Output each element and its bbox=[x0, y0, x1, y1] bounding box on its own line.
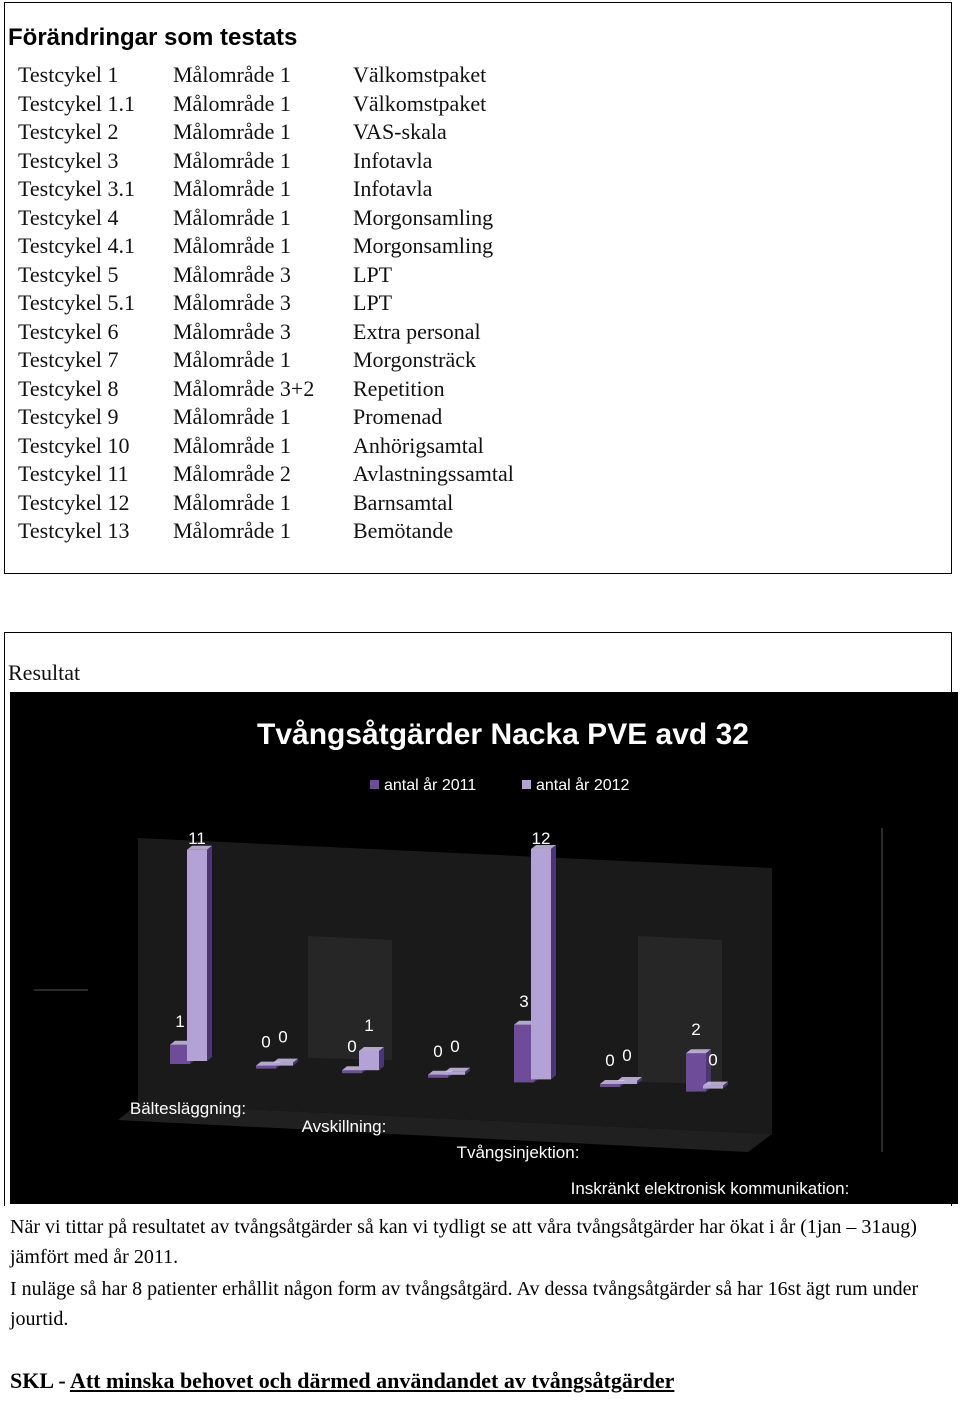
chart-data-label: 0 bbox=[450, 1036, 460, 1056]
area-cell: Målområde 1 bbox=[173, 489, 291, 515]
cycle-cell: Testcykel 5.1 bbox=[18, 290, 135, 315]
skl-link[interactable]: Att minska behovet och därmed användandet av tvångsåtgärder bbox=[69, 1368, 675, 1393]
change-cell: Repetition bbox=[353, 375, 445, 401]
change-cell: Bemötande bbox=[353, 518, 454, 543]
cycle-cell: Testcykel 2 bbox=[18, 119, 119, 144]
change-cell: Avlastningssamtal bbox=[353, 461, 514, 486]
cycle-cell: Testcykel 7 bbox=[18, 347, 119, 372]
chart-category-label: Inskränkt elektronisk kommunikation: bbox=[570, 1179, 850, 1198]
change-cell: Morgonsamling bbox=[353, 204, 494, 230]
chart-data-label: 2 bbox=[691, 1020, 701, 1040]
area-cell: Målområde 1 bbox=[173, 176, 291, 201]
cycle-cell: Testcykel 5 bbox=[18, 261, 119, 287]
chart-bar bbox=[342, 1070, 362, 1073]
restraint-chart bbox=[10, 692, 958, 1204]
chart-bar bbox=[531, 849, 551, 1079]
area-cell: Målområde 1 bbox=[173, 518, 291, 543]
area-cell: Målområde 3+2 bbox=[173, 375, 315, 401]
chart-data-label: 0 bbox=[605, 1051, 615, 1070]
legend-swatch bbox=[522, 780, 531, 789]
chart-data-label: 0 bbox=[261, 1032, 271, 1052]
chart-category-label: Bältesläggning: bbox=[129, 1099, 247, 1118]
chart-bar-side bbox=[207, 846, 212, 1061]
chart-data-label: 3 bbox=[519, 991, 529, 1011]
area-cell: Målområde 1 bbox=[173, 347, 291, 372]
area-cell: Målområde 1 bbox=[173, 147, 291, 173]
chart-data-label: 12 bbox=[531, 829, 551, 848]
change-cell: Morgonsträck bbox=[353, 347, 477, 372]
area-cell: Målområde 1 bbox=[173, 432, 291, 458]
chart-data-label: 1 bbox=[175, 1011, 185, 1031]
chart-bar bbox=[600, 1084, 620, 1087]
cycle-cell: Testcykel 13 bbox=[18, 518, 130, 543]
legend-label: antal år 2012 bbox=[536, 777, 630, 794]
legend-swatch bbox=[370, 780, 379, 789]
chart-bar bbox=[256, 1066, 276, 1069]
change-cell: Promenad bbox=[353, 404, 443, 429]
chart-bar bbox=[187, 850, 207, 1061]
result-heading: Resultat bbox=[8, 660, 81, 685]
changes-title: Förändringar som testats bbox=[8, 24, 298, 51]
chart-bar bbox=[428, 1075, 448, 1078]
area-cell: Målområde 2 bbox=[173, 461, 291, 486]
skl-separator: - bbox=[52, 1368, 70, 1393]
area-cell: Målområde 3 bbox=[173, 318, 291, 344]
chart-category-label: Avskillning: bbox=[301, 1117, 387, 1136]
result-paragraph-1: När vi tittar på resultatet av tvångsåtgärder så kan vi tydligt se att våra tvångsåtgärder har ökat i år (1jan – 31aug) jämfört med år 2011. bbox=[10, 1216, 917, 1268]
cycle-cell: Testcykel 1 bbox=[18, 62, 119, 87]
change-cell: Infotavla bbox=[353, 147, 433, 173]
cycle-cell: Testcykel 11 bbox=[18, 461, 129, 486]
cycle-cell: Testcykel 12 bbox=[18, 489, 130, 515]
cycle-cell: Testcykel 9 bbox=[18, 404, 119, 429]
chart-data-label: 11 bbox=[188, 829, 206, 848]
change-cell: Morgonsamling bbox=[353, 233, 494, 258]
chart-data-label: 0 bbox=[433, 1041, 443, 1061]
chart-bar bbox=[703, 1086, 723, 1089]
cycle-cell: Testcykel 10 bbox=[18, 432, 130, 458]
cycle-cell: Testcykel 4 bbox=[18, 204, 119, 230]
cycle-cell: Testcykel 8 bbox=[18, 375, 119, 401]
chart-bar bbox=[445, 1072, 465, 1075]
area-cell: Målområde 1 bbox=[173, 233, 291, 258]
change-cell: LPT bbox=[353, 290, 393, 315]
chart-data-label: 0 bbox=[622, 1046, 632, 1065]
chart-data-label: 1 bbox=[364, 1016, 374, 1035]
chart-category-label: Tvångsinjektion: bbox=[456, 1143, 580, 1162]
chart-bar bbox=[617, 1081, 637, 1084]
area-cell: Målområde 1 bbox=[173, 90, 291, 116]
chart-bar-side bbox=[379, 1047, 384, 1070]
change-cell: Välkomstpaket bbox=[353, 90, 487, 116]
result-paragraph-2: I nuläge så har 8 patienter erhållit någon form av tvångsåtgärd. Av dessa tvångsåtgärder så har 16st ägt rum under jourtid. bbox=[10, 1278, 919, 1330]
change-cell: Anhörigsamtal bbox=[353, 432, 484, 458]
chart-data-label: 0 bbox=[278, 1027, 288, 1047]
area-cell: Målområde 1 bbox=[173, 62, 291, 87]
skl-reference bbox=[10, 1368, 674, 1394]
change-cell: VAS-skala bbox=[353, 119, 447, 144]
chart-data-label: 0 bbox=[708, 1050, 718, 1070]
cycle-cell: Testcykel 3.1 bbox=[18, 176, 135, 201]
area-cell: Målområde 3 bbox=[173, 261, 291, 287]
area-cell: Målområde 1 bbox=[173, 119, 291, 144]
change-cell: Infotavla bbox=[353, 176, 433, 201]
skl-prefix: SKL bbox=[10, 1368, 53, 1393]
chart-bar bbox=[359, 1051, 379, 1070]
cycle-cell: Testcykel 6 bbox=[18, 318, 119, 344]
area-cell: Målområde 1 bbox=[173, 404, 291, 429]
change-cell: Barnsamtal bbox=[353, 489, 454, 515]
chart-bar bbox=[273, 1063, 293, 1066]
chart-bar-side bbox=[551, 845, 556, 1079]
chart-title: Tvångsåtgärder Nacka PVE avd 32 bbox=[257, 718, 749, 751]
cycle-cell: Testcykel 3 bbox=[18, 147, 119, 173]
change-cell: Extra personal bbox=[353, 318, 481, 344]
chart-data-label: 0 bbox=[347, 1037, 357, 1057]
area-cell: Målområde 3 bbox=[173, 290, 291, 315]
cycle-cell: Testcykel 1.1 bbox=[18, 90, 135, 116]
area-cell: Målområde 1 bbox=[173, 204, 291, 230]
change-cell: LPT bbox=[353, 261, 393, 287]
legend-label: antal år 2011 bbox=[384, 777, 477, 794]
cycle-cell: Testcykel 4.1 bbox=[18, 233, 135, 258]
change-cell: Välkomstpaket bbox=[353, 62, 487, 87]
